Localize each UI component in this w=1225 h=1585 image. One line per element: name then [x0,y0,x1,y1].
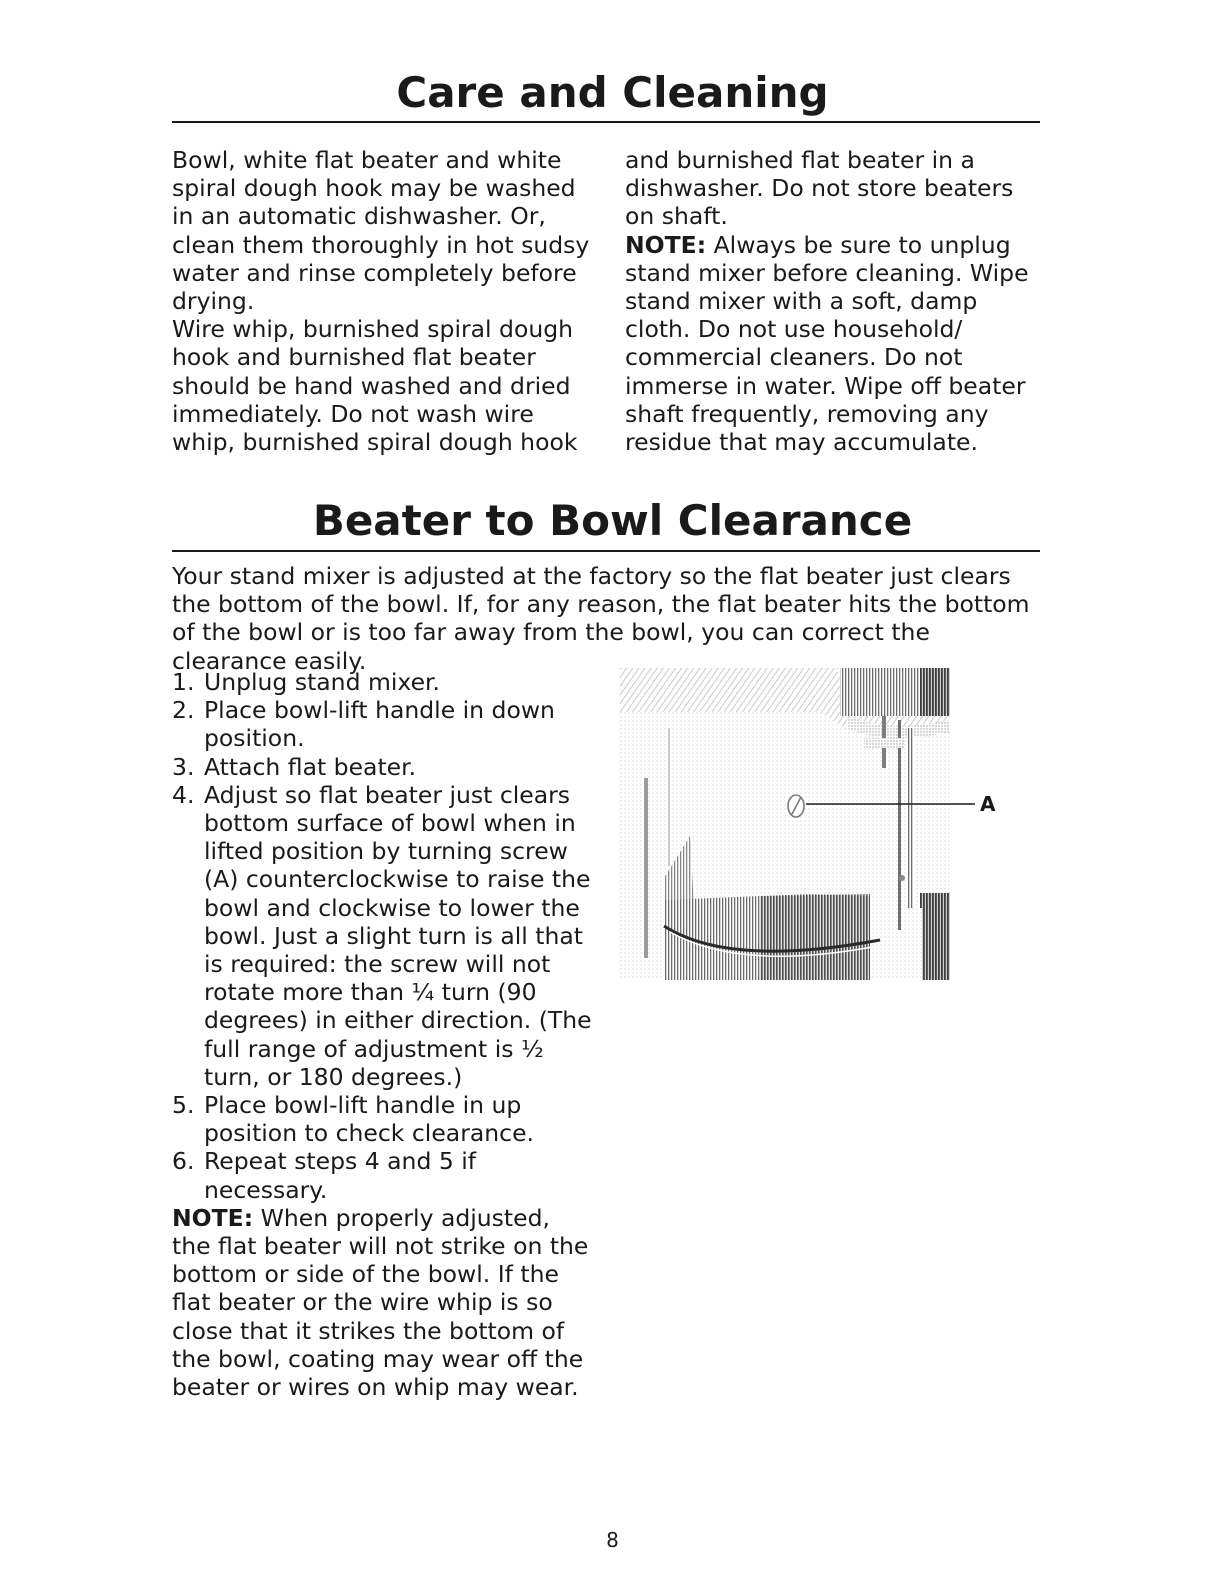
step-text: Unplug stand mixer. [204,668,440,696]
step-number: 1. [172,668,195,696]
mixer-adjustment-figure [620,668,1020,988]
beater-shaft [898,720,901,930]
step-item [172,1147,592,1203]
callout-label: A [980,792,996,816]
step-text: Place bowl-lift handle in down position. [204,696,555,753]
care-note-label: NOTE: [625,230,707,259]
page-number: 8 [606,1528,619,1552]
adjustment-screw-icon [788,795,804,817]
mixer-illustration [620,668,1020,988]
step-text: Place bowl-lift handle in up position to check clearance. [204,1091,534,1148]
step-number: 4. [172,780,195,809]
care-column-right [625,146,1035,456]
care-paragraph-hand-wash: Wire whip, burnished spiral dough hook and burnished flat beater should be hand washed and dried immediately. Do not wash wire whip, burnished spiral dough hook [172,315,578,457]
step-number: 6. [172,1147,195,1176]
step-item [172,668,592,696]
care-title: Care and Cleaning [396,68,829,117]
care-paragraph-continued: and burnished flat beater in a dishwasher. Do not store beaters on shaft. [625,146,1014,231]
clearance-note-text: When properly adjusted, the flat beater will not strike on the bottom or side of the bowl. If the flat beater or the wire whip is so close that it strikes the bottom of the bowl, coating may wear off the beater or wires on whip may wear. [172,1203,589,1402]
care-note [625,231,1035,457]
step-item [172,753,592,781]
care-title-rule [172,121,1040,123]
step-item [172,781,592,1091]
step-number: 5. [172,1091,195,1120]
step-number: 2. [172,696,195,725]
clearance-steps-list [172,668,592,1204]
clearance-title: Beater to Bowl Clearance [312,496,913,545]
step-text: Attach flat beater. [204,752,417,781]
clearance-note [172,1204,592,1401]
step-item [172,696,592,752]
bowl-lift-arm [920,893,950,980]
clearance-intro [172,562,1042,675]
step-text: Adjust so flat beater just clears bottom surface of bowl when in lifted position by turning screw (A) counterclockwise to raise the bowl and clockwise to lower the bowl. Just a slight turn is all that is required: the screw will not rotate more than ¼ turn (90 degrees) in either direction. (The full range of adjustment is ½ turn, or 180 degrees.) [204,780,592,1091]
care-note-text: Always be sure to unplug stand mixer before cleaning. Wipe stand mixer with a soft, damp cloth. Do not use household/ commercial cleaners. Do not immerse in water. Wipe off beater shaft frequently, removing any residue that may accumulate. [625,230,1029,457]
clearance-title-rule [172,550,1040,552]
step-number: 3. [172,752,195,781]
step-text: Repeat steps 4 and 5 if necessary. [204,1147,477,1204]
clearance-note-label: NOTE: [172,1203,254,1232]
step-item [172,1091,592,1147]
care-column-left [172,146,592,456]
care-paragraph-dishwasher: Bowl, white flat beater and white spiral dough hook may be washed in an automatic dishwasher. Or, clean them thoroughly in hot sudsy water and rinse completely before drying. [172,146,590,316]
clearance-steps-column [172,668,592,1401]
clearance-intro-text: Your stand mixer is adjusted at the factory so the flat beater just clears the bottom of the bowl. If, for any reason, the flat beater hits the bottom of the bowl or is too far away from the bowl, you can correct the clearance easily. [172,562,1030,675]
